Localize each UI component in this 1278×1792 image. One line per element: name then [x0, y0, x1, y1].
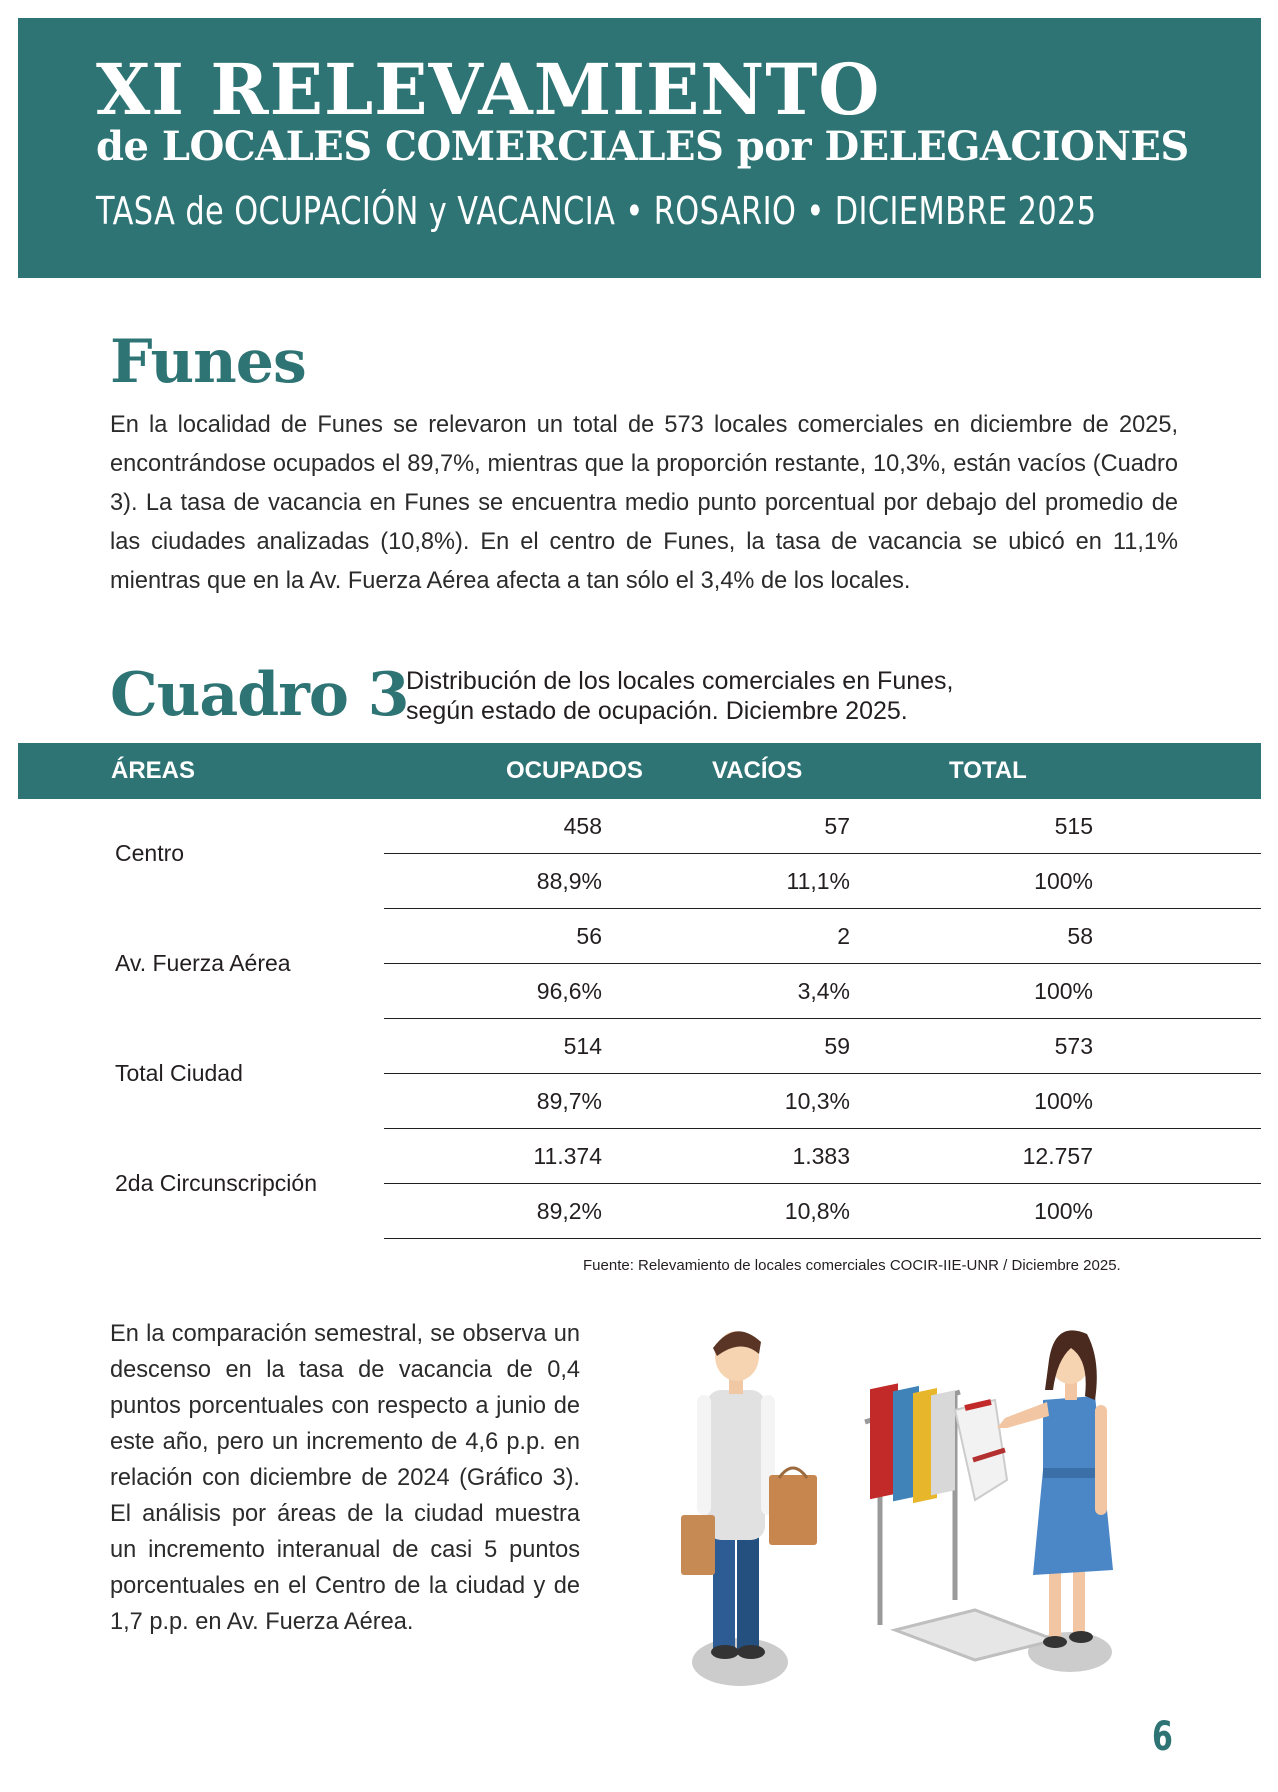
- occupancy-table: [18, 743, 1261, 1239]
- table-row: [18, 909, 1261, 964]
- report-subtitle: de LOCALES COMERCIALES por DELEGACIONES: [96, 123, 1189, 170]
- count-ocupados: 11.374: [384, 1129, 602, 1184]
- header-spacer: [1093, 743, 1261, 799]
- count-total: 515: [850, 799, 1093, 854]
- comparison-paragraph: En la comparación semestral, se observa un descenso en la tasa de vacancia de 0,4 puntos porcentuales con respecto a junio de este año, pero un incremento de 4,6 p.p. en relación con diciembre de 2024 (Gráfico 3). El análisis por áreas de la ciudad muestra un incremento interanual de casi 5 puntos porcentuales en el Centro de la ciudad y de 1,7 p.p. en Av. Fuerza Aérea.: [110, 1321, 580, 1635]
- table-caption-line-2: según estado de ocupación. Diciembre 2025.: [406, 697, 908, 725]
- pct-total: 100%: [850, 964, 1093, 1019]
- page-number: 6: [1152, 1714, 1173, 1760]
- pct-ocupados: 96,6%: [384, 964, 602, 1019]
- report-tagline: TASA de OCUPACIÓN y VACANCIA • ROSARIO • DICIEMBRE 2025: [96, 189, 1097, 233]
- table-caption: [406, 666, 953, 726]
- pct-vacios: 10,8%: [602, 1184, 850, 1239]
- table-row: [18, 1129, 1261, 1184]
- pct-ocupados: 88,9%: [384, 854, 602, 909]
- header-total: TOTAL: [850, 743, 1093, 799]
- count-ocupados: 514: [384, 1019, 602, 1074]
- count-total: 58: [850, 909, 1093, 964]
- count-vacios: 57: [602, 799, 850, 854]
- pct-vacios: 11,1%: [602, 854, 850, 909]
- pct-total: 100%: [850, 854, 1093, 909]
- man-figure: [681, 1331, 817, 1659]
- table-row: [18, 1019, 1261, 1074]
- count-total: 573: [850, 1019, 1093, 1074]
- pct-vacios: 10,3%: [602, 1074, 850, 1129]
- table-header-row: [18, 743, 1261, 799]
- shopping-illustration: [655, 1300, 1175, 1720]
- area-label: Total Ciudad: [115, 1060, 243, 1086]
- section-title: Funes: [110, 327, 306, 397]
- count-ocupados: 458: [384, 799, 602, 854]
- header-ocupados: OCUPADOS: [384, 743, 602, 799]
- intro-paragraph: En la localidad de Funes se relevaron un total de 573 locales comerciales en diciembre de 2025, encontrándose ocupados el 89,7%, mientras que la proporción restante, 10,3%, están vacíos (Cuadro 3). La tasa de vacancia en Funes se encuentra medio punto porcentual por debajo del promedio de las ciudades analizadas (10,8%). En el centro de Funes, la tasa de vacancia se ubicó en 11,1% mientras que en la Av. Fuerza Aérea afecta a tan sólo el 3,4% de los locales.: [110, 412, 1178, 594]
- header-vacios: VACÍOS: [602, 743, 850, 799]
- count-vacios: 59: [602, 1019, 850, 1074]
- table-source-note: Fuente: Relevamiento de locales comerciales COCIR-IIE-UNR / Diciembre 2025.: [583, 1257, 1121, 1274]
- area-label: Centro: [115, 840, 185, 867]
- pct-total: 100%: [850, 1184, 1093, 1239]
- clothing-rack: [865, 1383, 1007, 1625]
- pct-ocupados: 89,2%: [384, 1184, 602, 1239]
- count-total: 12.757: [850, 1129, 1093, 1184]
- pct-vacios: 3,4%: [602, 964, 850, 1019]
- count-ocupados: 56: [384, 909, 602, 964]
- report-title: XI RELEVAMIENTO: [96, 48, 881, 131]
- woman-figure: [997, 1330, 1113, 1648]
- header-areas: ÁREAS: [18, 743, 384, 799]
- area-label: 2da Circunscripción: [115, 1170, 317, 1196]
- count-vacios: 2: [602, 909, 850, 964]
- pct-ocupados: 89,7%: [384, 1074, 602, 1129]
- table-caption-line-1: Distribución de los locales comerciales en Funes,: [406, 667, 954, 695]
- table-row: [18, 799, 1261, 854]
- count-vacios: 1.383: [602, 1129, 850, 1184]
- pct-total: 100%: [850, 1074, 1093, 1129]
- table-number-title: Cuadro 3: [110, 660, 409, 730]
- area-label: Av. Fuerza Aérea: [115, 950, 291, 976]
